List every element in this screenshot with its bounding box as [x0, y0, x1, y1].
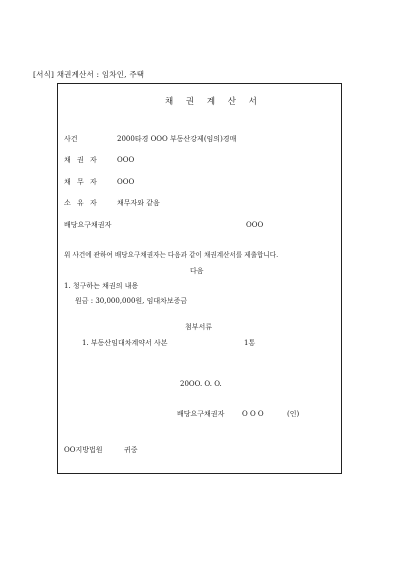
document-date: 20OO. O. O. — [180, 380, 222, 388]
creditor-value: OOO — [117, 156, 135, 164]
debtor-value: OOO — [117, 178, 135, 186]
seal-mark: (인) — [287, 410, 300, 418]
court-name: OO지방법원 — [64, 446, 103, 454]
owner-value: 채무자와 같음 — [117, 199, 160, 207]
next-heading: 다음 — [190, 267, 204, 275]
claimant-value: OOO — [246, 221, 264, 229]
case-value: 2000타경 OOO 부동산강제(임의)경매 — [117, 135, 237, 143]
claim-heading: 1. 청구하는 채권의 내용 — [64, 282, 139, 290]
owner-label: 소 유 자 — [64, 199, 99, 207]
signer-label: 배당요구채권자 — [177, 410, 225, 418]
case-label: 사건 — [64, 135, 78, 143]
attachments-heading: 첨부서류 — [185, 323, 213, 331]
debtor-label: 채 무 자 — [64, 178, 99, 186]
document-title: 채 권 계 산 서 — [165, 97, 262, 107]
attachment-count: 1통 — [244, 339, 256, 347]
form-caption: [서식] 채권계산서 : 임차인, 주택 — [33, 70, 145, 79]
attachment-item: 1. 부동산임대차계약서 사본 — [82, 339, 168, 347]
signer-name: O O O — [242, 410, 264, 418]
court-suffix: 귀중 — [124, 446, 138, 454]
statement-text: 위 사건에 관하여 배당요구채권자는 다음과 같이 채권계산서를 제출합니다. — [64, 251, 279, 259]
creditor-label: 채 권 자 — [64, 156, 99, 164]
claimant-label: 배당요구채권자 — [64, 221, 112, 229]
claim-detail: 원금 : 30,000,000원, 임대차보증금 — [75, 297, 188, 305]
